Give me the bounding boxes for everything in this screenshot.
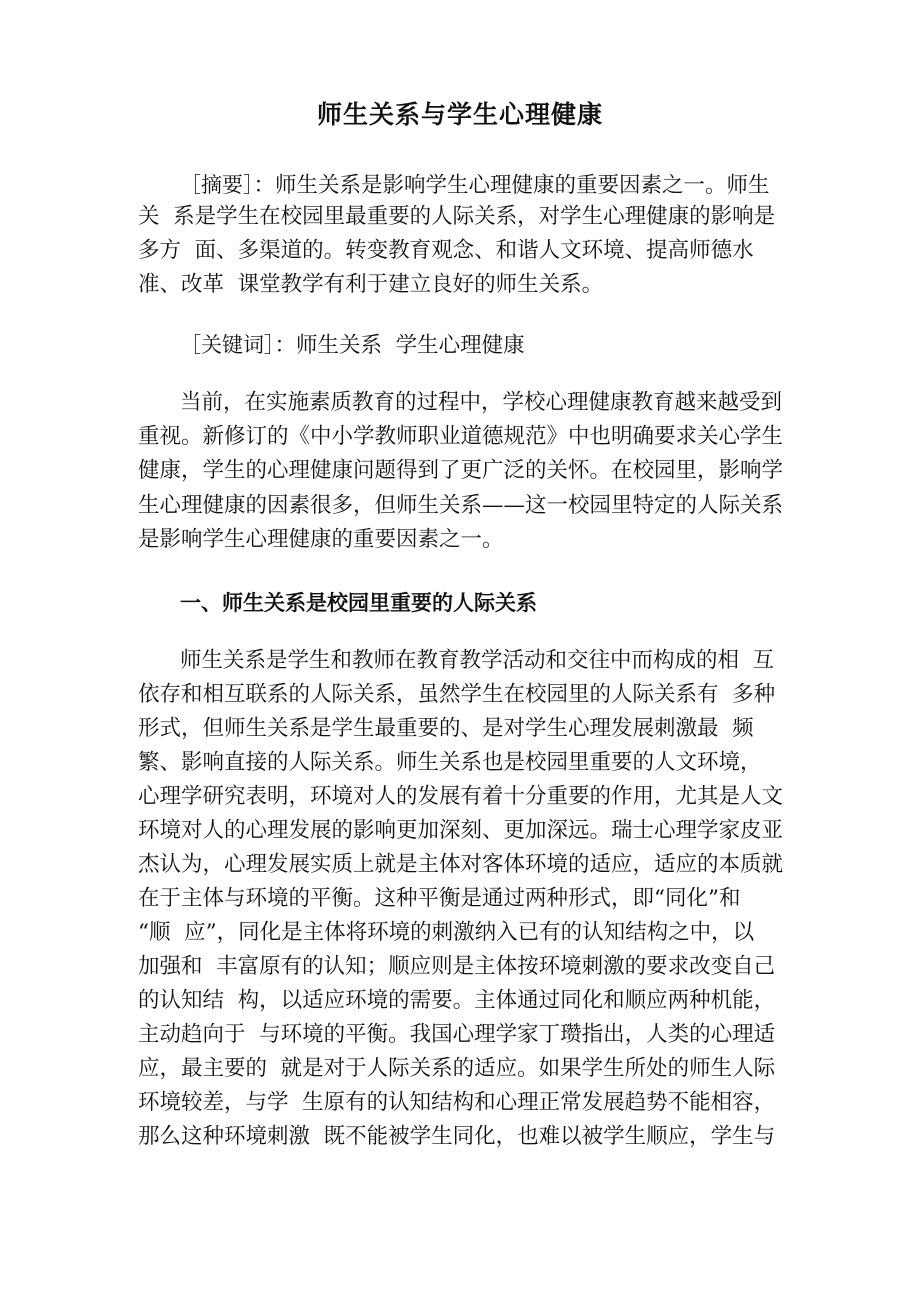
keywords-line	[180, 330, 525, 361]
section-1-line-15: 那么这种环境刺激 既不能被学生同化，也难以被学生顺应，学生与	[138, 1124, 776, 1149]
intro-line-3: 健康，学生的心理健康问题得到了更广泛的关怀。在校园里，影响学	[138, 458, 784, 483]
document-title: 师生关系与学生心理健康	[316, 100, 603, 129]
section-1-line-8: 在于主体与环境的平衡。这种平衡是通过两种形式，即“同化”和	[138, 886, 741, 911]
section-1-line-11: 的认知结 构，以适应环境的需要。主体通过同化和顺应两种机能，	[138, 988, 776, 1013]
intro-line-1: 当前，在实施素质教育的过程中，学校心理健康教育越来越受到	[180, 390, 783, 415]
intro-line-2: 重视。新修订的《中小学教师职业道德规范》中也明确要求关心学生	[138, 424, 784, 449]
section-1-line-6: 环境对人的心理发展的影响更加深刻、更加深远。瑞士心理学家皮亚	[138, 818, 784, 843]
section-1-heading: 一、师生关系是校园里重要的人际关系	[180, 591, 537, 615]
abstract-line-3: 多方 面、多渠道的。转变教育观念、和谐人文环境、提高师德水	[138, 238, 754, 263]
abstract-line-2: 关 系是学生在校园里最重要的人际关系，对学生心理健康的影响是	[138, 204, 776, 229]
intro-line-4: 生心理健康的因素很多，但师生关系——这一校园里特定的人际关系	[138, 493, 784, 518]
keywords-text: ：师生关系 学生心理健康	[274, 333, 525, 358]
section-1-line-3: 形式，但师生关系是学生最重要的、是对学生心理发展刺激最 频	[138, 716, 754, 741]
section-1-line-13: 应，最主要的 就是对于人际关系的适应。如果学生所处的师生人际	[138, 1056, 776, 1081]
abstract-text-1: ：师生关系是影响学生心理健康的重要因素之一。师生	[253, 173, 770, 198]
section-1-line-4: 繁、影响直接的人际关系。师生关系也是校园里重要的人文环境，	[138, 750, 762, 775]
abstract-label: ［摘要］	[180, 173, 254, 197]
intro-line-5: 是影响学生心理健康的重要因素之一。	[138, 527, 504, 552]
section-1-line-2: 依存和相互联系的人际关系，虽然学生在校园里的人际关系有 多种	[138, 682, 776, 707]
section-1-line-10: 加强和 丰富原有的认知；顺应则是主体按环境刺激的要求改变自己	[138, 954, 776, 979]
section-1-line-14: 环境较差，与学 生原有的认知结构和心理正常发展趋势不能相容，	[138, 1090, 776, 1115]
abstract-line-1	[180, 170, 770, 201]
keywords-label: ［关键词］	[180, 333, 275, 357]
section-1-line-5: 心理学研究表明，环境对人的发展有着十分重要的作用，尤其是人文	[138, 784, 784, 809]
section-1-line-12: 主动趋向于 与环境的平衡。我国心理学家丁瓒指出，人类的心理适	[138, 1022, 776, 1047]
section-1-line-7: 杰认为，心理发展实质上就是主体对客体环境的适应，适应的本质就	[138, 852, 784, 877]
section-1-line-1: 师生关系是学生和教师在教育教学活动和交往中而构成的相 互	[180, 648, 775, 673]
section-1-line-9: “顺 应”，同化是主体将环境的刺激纳入已有的认知结构之中，以	[138, 920, 755, 945]
abstract-line-4: 准、改革 课堂教学有利于建立良好的师生关系。	[138, 272, 604, 297]
